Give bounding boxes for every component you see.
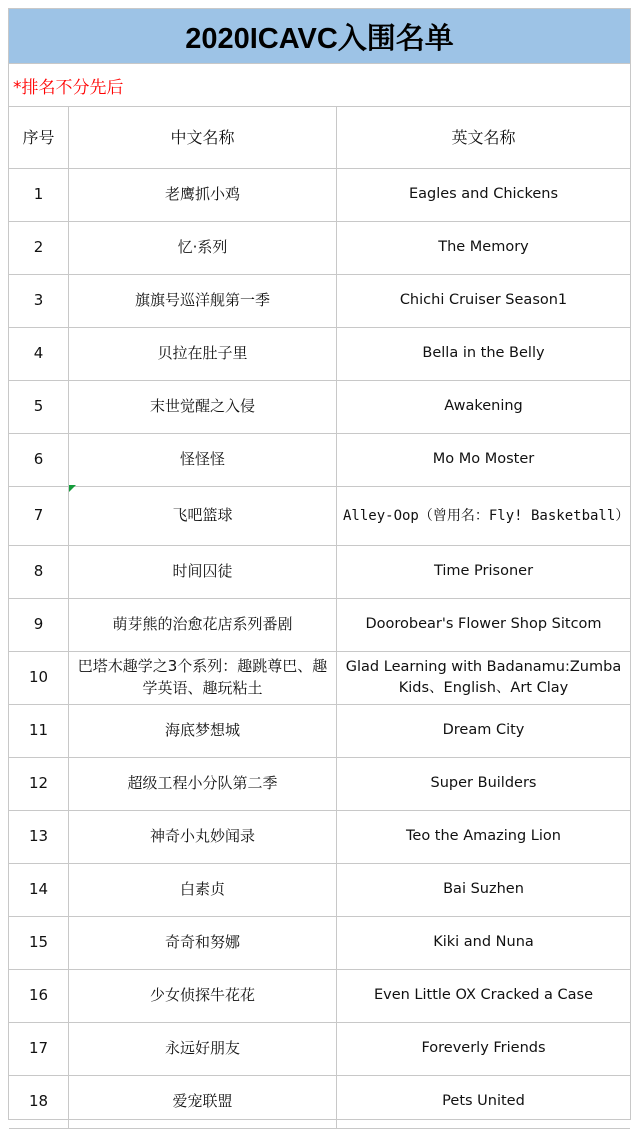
row-5-chinese-name: 末世觉醒之入侵 [69, 381, 337, 434]
comment-marker-icon [69, 485, 76, 492]
row-12-english-name: Super Builders [337, 758, 630, 811]
row-9-chinese-name: 萌芽熊的治愈花店系列番剧 [69, 599, 337, 652]
row-14-number: 14 [9, 864, 69, 917]
row-9-number: 9 [9, 599, 69, 652]
row-5-number: 5 [9, 381, 69, 434]
row-13-number: 13 [9, 811, 69, 864]
row-2-number: 2 [9, 222, 69, 275]
row-11-number: 11 [9, 705, 69, 758]
row-2-english-name: The Memory [337, 222, 630, 275]
row-1-number: 1 [9, 169, 69, 222]
nominee-table-sheet [8, 8, 631, 1120]
row-11-english-name: Dream City [337, 705, 630, 758]
row-4-number: 4 [9, 328, 69, 381]
row-9-english-name: Doorobear's Flower Shop Sitcom [337, 599, 630, 652]
nominee-table [9, 107, 630, 1129]
row-15-english-name: Kiki and Nuna [337, 917, 630, 970]
row-6-english-name: Mo Mo Moster [337, 434, 630, 487]
row-4-chinese-name: 贝拉在肚子里 [69, 328, 337, 381]
row-16-chinese-name: 少女侦探牛花花 [69, 970, 337, 1023]
row-10-number: 10 [9, 652, 69, 705]
row-18-english-name: Pets United [337, 1076, 630, 1129]
row-5-english-name: Awakening [337, 381, 630, 434]
row-1-english-name: Eagles and Chickens [337, 169, 630, 222]
row-8-number: 8 [9, 546, 69, 599]
row-2-chinese-name: 忆·系列 [69, 222, 337, 275]
row-6-chinese-name: 怪怪怪 [69, 434, 337, 487]
row-17-number: 17 [9, 1023, 69, 1076]
row-12-number: 12 [9, 758, 69, 811]
row-16-english-name: Even Little OX Cracked a Case [337, 970, 630, 1023]
row-8-chinese-name: 时间囚徒 [69, 546, 337, 599]
row-3-chinese-name: 旗旗号巡洋舰第一季 [69, 275, 337, 328]
row-17-english-name: Foreverly Friends [337, 1023, 630, 1076]
row-7-chinese-name: 飞吧篮球 [69, 487, 337, 546]
table-title: 2020ICAVC入围名单 [9, 9, 630, 64]
row-18-chinese-name: 爱宠联盟 [69, 1076, 337, 1129]
row-8-english-name: Time Prisoner [337, 546, 630, 599]
row-13-chinese-name: 神奇小丸妙闻录 [69, 811, 337, 864]
row-3-english-name: Chichi Cruiser Season1 [337, 275, 630, 328]
row-10-english-name: Glad Learning with Badanamu:Zumba Kids、English、Art Clay [337, 652, 630, 705]
row-7-english-name: Alley-Oop（曾用名：Fly! Basketball） [337, 487, 630, 546]
row-7-number: 7 [9, 487, 69, 546]
row-13-english-name: Teo the Amazing Lion [337, 811, 630, 864]
row-1-chinese-name: 老鹰抓小鸡 [69, 169, 337, 222]
row-17-chinese-name: 永远好朋友 [69, 1023, 337, 1076]
row-15-number: 15 [9, 917, 69, 970]
row-14-chinese-name: 白素贞 [69, 864, 337, 917]
row-10-chinese-name: 巴塔木趣学之3个系列：趣跳尊巴、趣学英语、趣玩粘土 [69, 652, 337, 705]
header-number: 序号 [9, 107, 69, 169]
header-chinese-name: 中文名称 [69, 107, 337, 169]
row-14-english-name: Bai Suzhen [337, 864, 630, 917]
header-english-name: 英文名称 [337, 107, 630, 169]
row-18-number: 18 [9, 1076, 69, 1129]
row-12-chinese-name: 超级工程小分队第二季 [69, 758, 337, 811]
row-16-number: 16 [9, 970, 69, 1023]
row-15-chinese-name: 奇奇和努娜 [69, 917, 337, 970]
row-4-english-name: Bella in the Belly [337, 328, 630, 381]
row-3-number: 3 [9, 275, 69, 328]
row-6-number: 6 [9, 434, 69, 487]
ranking-note: *排名不分先后 [9, 64, 630, 107]
row-11-chinese-name: 海底梦想城 [69, 705, 337, 758]
